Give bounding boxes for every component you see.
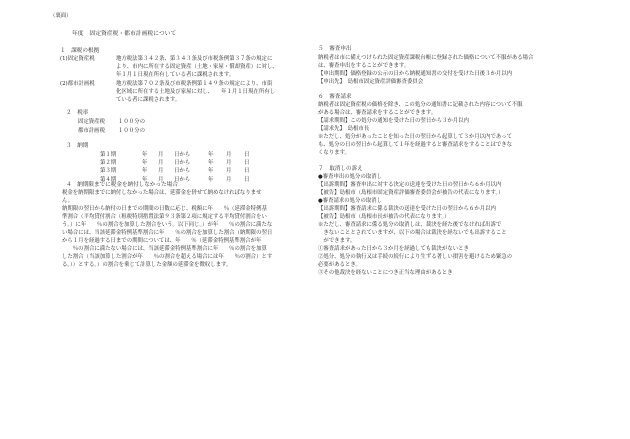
s7-line: ③その他裁決を経ないことにつき正当な理由があるとき (318, 270, 453, 276)
section-1-heading: １ 課税の根拠 (60, 48, 100, 54)
s5-line: 【申出先】 島根市固定資産評価審査委員会 (318, 79, 424, 85)
s4-line: 納期限の翌日から納付の日までの期間の日数に応じ、税額に年 ％（延滞金特例基 (62, 206, 267, 212)
s7-line: 【被告】島根市（島根市長が被告の代表になります。） (318, 214, 450, 220)
s1-item1-line: 年１月１日現在所有している者に課税されます。 (116, 72, 235, 78)
period-end-day: 日 (244, 168, 250, 175)
period-end-day: 日 (244, 176, 250, 183)
period-year: 年 (142, 152, 148, 158)
back-side-label: （裏面） (50, 13, 72, 19)
s4-line: 税金を納期限までに納付しなかった場合は、延滞金を併せて納めなければなりませ (62, 190, 262, 196)
period-end-month: 月 (226, 168, 232, 175)
s6-line: 納税者は固定資産税の価格を除き、この処分の通知書に記載された内容について不服 (318, 102, 523, 108)
period-end-year: 年 (208, 152, 214, 158)
tax-rate-label: 都市計画税 (78, 128, 105, 134)
s1-item2-line: 地方税法第７０２条及び市税条例第１４９条の規定により、市街 (116, 81, 273, 87)
section-4-heading: ４ 納期限までに税金を納付しなかった場合 (66, 182, 178, 188)
tax-rate-value: １００分の (118, 119, 145, 125)
period-end-year: 年 (208, 176, 214, 183)
s4-line: う。）に年 ％の割合を加算した割合をいう。以下同じ。）が年 ％の割合に満たな (62, 222, 273, 228)
period-month: 月 (158, 152, 164, 158)
period-end-year: 年 (208, 168, 214, 175)
s7-line: ①審査請求があった日から３か月を経過しても裁決がないとき (318, 246, 469, 252)
s7-line: ②処分、処分の執行又は手続の続行により生ずる著しい損害を避けるため緊急の (318, 254, 513, 260)
tax-rate-label: 固定資産税 (78, 119, 105, 125)
s7-line: 【被告】島根市（島根市固定資産評価審査委員会が被告の代表になります。） (318, 190, 504, 196)
period-year: 年 (142, 176, 148, 183)
period-label: 第１期 (100, 152, 117, 158)
s6-line: がある場合は、審査請求をすることができます。 (318, 110, 437, 116)
s1-item1-label: (1)固定資産税 (60, 56, 95, 62)
tax-rate-value: １００分の (118, 128, 145, 134)
s7-line: ●審査請求の処分の取消し (318, 198, 383, 204)
s1-item1-line: 地方税法第３４２条、第３４３条及び市税条例第３７条の規定に (116, 56, 273, 62)
s4-line: る。））とする。）の割合を乗じて計算した金額の延滞金を徴収します。 (62, 262, 232, 268)
period-label: 第２期 (100, 160, 117, 167)
period-end-day: 日 (244, 152, 250, 158)
s7-line: ができます。 (318, 238, 356, 244)
section-3-heading: ３ 納期 (66, 143, 89, 149)
period-year: 年 (142, 160, 148, 167)
period-end-year: 年 (208, 160, 214, 167)
s7-line: ※ただし、審査請求に係る処分の取消しは、裁決を経た後でなければ出訴で (318, 222, 502, 228)
s4-line: い場合には、当該延滞金特例基準割合に年 ％の割合を加算した割合（納期限の翌日 (62, 230, 273, 236)
period-from: 日から (174, 176, 191, 183)
period-from: 日から (174, 160, 191, 167)
s1-item1-line: より、市内に所在する固定資産（土地・家屋・償却資産）に対し、 (116, 64, 278, 70)
period-label: 第４期 (100, 176, 117, 183)
s1-item2-line: 化区域に所在する土地及び家屋に対し、 年１月１日現在所有し (116, 89, 276, 95)
period-label: 第３期 (100, 168, 117, 175)
s5-line: 納税者は市に備えつけられた固定資産課税台帳に登録された価格について不服がある場合 (318, 55, 534, 61)
s4-line: ん。 (62, 198, 74, 204)
s6-line: 【請求先】 島根市長 (318, 126, 370, 132)
s5-line: 【申出期間】価格登録の公示の日から納税通知書の交付を受けた日後３か月以内 (318, 71, 513, 77)
period-month: 月 (158, 168, 164, 175)
s7-line: 【出訴期間】審査請求に係る裁決の送達を受けた日の翌日から６か月以内 (318, 206, 496, 212)
s7-line: 必要があるとき。 (318, 262, 361, 268)
period-end-month: 月 (226, 160, 232, 167)
period-end-day: 日 (244, 160, 250, 167)
s5-line: は、審査申出をすることができます。 (318, 63, 410, 69)
section-5-heading: ５ 審査申出 (318, 46, 352, 52)
s4-line: ％の割合に満たない場合には、当該延滞金特例基準割合に年 ％の割合を加算 (62, 246, 267, 252)
s6-line: も、処分の日の翌日から起算して１年を経過すると審査請求をすることはできな (318, 142, 513, 148)
section-6-heading: ６ 審査請求 (318, 94, 352, 100)
s4-line: した割合（当該加算した割合が年 ％の割合を超える場合には年 ％の割合）とす (62, 254, 273, 260)
period-from: 日から (174, 168, 191, 175)
s7-line: きないこととされていますが、以下の場合は裁決を経ないでも出訴すること (318, 230, 507, 236)
period-month: 月 (158, 160, 164, 167)
section-2-heading: ２ 税率 (66, 110, 89, 116)
period-month: 月 (158, 176, 164, 183)
period-from: 日から (174, 152, 191, 158)
s1-item2-line: ている者に課税されます。 (116, 97, 181, 103)
s4-line: 準割合（平均貸付割合（租税特別措置法第９３条第２項に規定する平均貸付割合をい (62, 214, 267, 220)
section-7-heading: ７ 取消しの訴え (318, 166, 363, 172)
s6-line: ※ただし、処分があったことを知った日の翌日から起算して３か月以内であって (318, 134, 512, 140)
document-title: 年度 固定資産税・都市計画税について (72, 31, 177, 37)
s6-line: くなります。 (318, 150, 350, 156)
period-year: 年 (142, 168, 148, 175)
period-end-month: 月 (226, 176, 232, 183)
s7-line: ●審査申出の処分の取消し (318, 174, 383, 180)
s1-item2-label: (2)都市計画税 (60, 81, 95, 87)
s6-line: 【請求期間】この処分の通知を受けた日の翌日から３か月以内 (318, 118, 469, 124)
s4-line: から１月を経過する日までの期間については、年 ％（延滞金特例基準割合が年 (62, 238, 262, 244)
s7-line: 【出訴期間】審査申出に対する決定の送達を受けた日の翌日から６か月以内 (318, 182, 502, 188)
period-end-month: 月 (226, 152, 232, 158)
